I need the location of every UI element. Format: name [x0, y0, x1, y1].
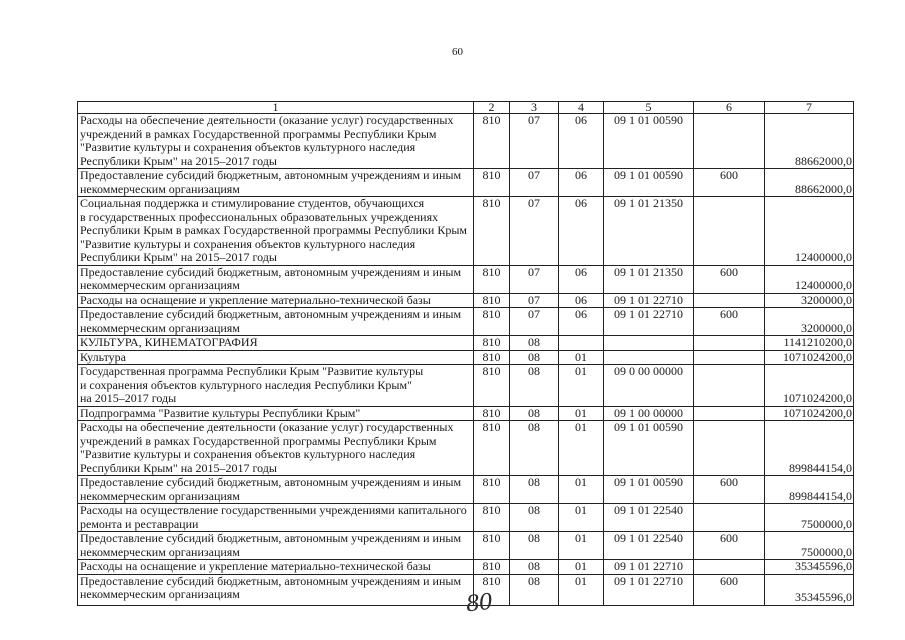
description-line	[80, 266, 471, 280]
col-4-cell: 01	[559, 406, 604, 421]
description-line	[80, 560, 471, 574]
col-6-cell: 600	[694, 308, 765, 336]
col-4-cell: 06	[559, 265, 604, 293]
description-text: некоммерческим организациям	[80, 320, 240, 335]
description-text: Республики Крым" на 2015–2017 годы	[80, 250, 277, 264]
description-text: некоммерческим организациям	[80, 278, 240, 292]
col-3-cell: 07	[510, 197, 559, 266]
col-5-cell: 09 1 01 22710	[604, 308, 694, 336]
description-line	[80, 546, 471, 560]
col-4-cell: 06	[559, 293, 604, 308]
row-description	[78, 406, 474, 421]
col-4-cell: 01	[559, 560, 604, 575]
description-text: Республики Крым в рамках Государственной программы Республики Крым	[80, 223, 467, 237]
description-line	[80, 504, 471, 518]
description-line	[80, 462, 471, 476]
description-line	[80, 365, 471, 379]
col-6-cell	[694, 406, 765, 421]
col-4-cell: 06	[559, 169, 604, 197]
col-3-cell: 07	[510, 265, 559, 293]
table-row	[78, 265, 854, 293]
description-text: Расходы на обеспечение деятельности (оказание услуг) государственных	[80, 113, 454, 127]
table-row	[78, 350, 854, 365]
col-5-cell: 09 1 01 22710	[604, 574, 694, 605]
description-line	[80, 251, 471, 265]
description-line	[80, 588, 471, 602]
col-3-cell: 08	[510, 504, 559, 532]
col-5-cell: 09 1 01 00590	[604, 476, 694, 504]
row-description	[78, 560, 474, 575]
description-text: некоммерческим организациям	[80, 544, 240, 559]
description-line	[80, 448, 471, 462]
col-2-cell: 810	[474, 421, 510, 476]
col-6-cell: 600	[694, 476, 765, 504]
description-line	[80, 379, 471, 393]
col-5-cell: 09 1 01 22710	[604, 560, 694, 575]
description-line	[80, 183, 471, 197]
description-text: и сохранения объектов культурного наследия Республики Крым"	[80, 377, 412, 392]
col-4-cell: 06	[559, 308, 604, 336]
amount-cell: 899844154,0	[765, 421, 854, 476]
row-description	[78, 293, 474, 308]
col-2-cell: 810	[474, 169, 510, 197]
col-3-cell: 07	[510, 293, 559, 308]
col-4-cell: 06	[559, 197, 604, 266]
description-line	[80, 169, 471, 183]
amount-cell: 1071024200,0	[765, 365, 854, 407]
col-6-cell	[694, 365, 765, 407]
col-4-cell: 06	[559, 114, 604, 169]
col-6-cell	[694, 114, 765, 169]
col-5-cell: 09 1 01 22540	[604, 532, 694, 560]
description-text: Культура	[80, 350, 126, 364]
col-2-cell: 810	[474, 308, 510, 336]
table-row	[78, 114, 854, 169]
col-4-cell: 01	[559, 504, 604, 532]
col-4-cell: 01	[559, 421, 604, 476]
col-2-cell: 810	[474, 476, 510, 504]
table-row	[78, 421, 854, 476]
table-body	[78, 102, 854, 606]
description-line	[80, 224, 471, 238]
row-description	[78, 532, 474, 560]
col-6-cell: 600	[694, 169, 765, 197]
row-description	[78, 476, 474, 504]
col-6-cell: 600	[694, 532, 765, 560]
amount-cell: 12400000,0	[765, 265, 854, 293]
description-text: некоммерческим организациям	[80, 587, 240, 601]
col-3-cell: 08	[510, 476, 559, 504]
amount-cell: 3200000,0	[765, 293, 854, 308]
description-line	[80, 141, 471, 155]
row-description	[78, 365, 474, 407]
description-text: Расходы на осуществление государственными учреждениями капитального	[80, 503, 467, 517]
col-6-cell	[694, 293, 765, 308]
col-6-cell	[694, 350, 765, 365]
table-row	[78, 476, 854, 504]
description-text: Расходы на оснащение и укрепление материально-технической базы	[80, 559, 431, 573]
col-6-cell	[694, 504, 765, 532]
description-line	[80, 336, 471, 350]
col-6-cell	[694, 421, 765, 476]
description-line	[80, 238, 471, 252]
row-description	[78, 169, 474, 197]
description-text: Социальная поддержка и стимулирование студентов, обучающихся	[80, 196, 425, 210]
description-line	[80, 294, 471, 308]
col-2-cell: 810	[474, 350, 510, 365]
description-text: Предоставление субсидий бюджетным, автономным учреждениям и иным	[80, 265, 462, 279]
table-row	[78, 308, 854, 336]
col-5-cell: 09 1 01 21350	[604, 197, 694, 266]
header-cell-7: 7	[765, 102, 854, 114]
row-description	[78, 350, 474, 365]
col-6-cell	[694, 336, 765, 351]
row-description	[78, 308, 474, 336]
amount-cell: 3200000,0	[765, 308, 854, 336]
description-text: "Развитие культуры и сохранения объектов культурного наследия	[80, 447, 416, 461]
description-text: Государственная программа Республики Крым "Развитие культуры	[80, 364, 424, 378]
col-3-cell: 08	[510, 421, 559, 476]
row-description	[78, 574, 474, 605]
col-5-cell	[604, 336, 694, 351]
table-row	[78, 560, 854, 575]
col-3-cell: 07	[510, 308, 559, 336]
description-text: Республики Крым" на 2015–2017 годы	[80, 460, 277, 475]
col-5-cell: 09 0 00 00000	[604, 365, 694, 407]
description-text: Предоставление субсидий бюджетным, автономным учреждениям и иным	[80, 307, 462, 321]
col-2-cell: 810	[474, 365, 510, 407]
col-4-cell	[559, 336, 604, 351]
amount-cell: 1141210200,0	[765, 336, 854, 351]
col-3-cell: 08	[510, 365, 559, 407]
table-row	[78, 293, 854, 308]
col-5-cell: 09 1 01 00590	[604, 169, 694, 197]
table-row	[78, 406, 854, 421]
col-3-cell: 08	[510, 574, 559, 605]
description-text: учреждений в рамках Государственной программы Республики Крым	[80, 126, 437, 141]
col-6-cell	[694, 560, 765, 575]
amount-cell: 88662000,0	[765, 114, 854, 169]
col-5-cell	[604, 350, 694, 365]
col-2-cell: 810	[474, 574, 510, 605]
col-5-cell: 09 1 00 00000	[604, 406, 694, 421]
page-number: 60	[452, 46, 463, 58]
col-5-cell: 09 1 01 22540	[604, 504, 694, 532]
col-3-cell: 08	[510, 350, 559, 365]
col-4-cell: 01	[559, 574, 604, 605]
col-2-cell: 810	[474, 406, 510, 421]
row-description	[78, 421, 474, 476]
table-row	[78, 504, 854, 532]
description-line	[80, 322, 471, 336]
amount-cell: 35345596,0	[765, 574, 854, 605]
row-description	[78, 336, 474, 351]
row-description	[78, 504, 474, 532]
col-2-cell: 810	[474, 560, 510, 575]
amount-cell: 7500000,0	[765, 532, 854, 560]
description-line	[80, 435, 471, 449]
description-text: "Развитие культуры и сохранения объектов культурного наследия	[80, 140, 416, 154]
description-line	[80, 407, 471, 421]
description-text: "Развитие культуры и сохранения объектов культурного наследия	[80, 236, 416, 251]
header-cell-6: 6	[694, 102, 765, 114]
col-2-cell: 810	[474, 532, 510, 560]
amount-cell: 1071024200,0	[765, 350, 854, 365]
description-line	[80, 392, 471, 406]
header-row	[78, 102, 854, 114]
description-text: Республики Крым" на 2015–2017 годы	[80, 153, 277, 168]
budget-table	[77, 101, 854, 606]
description-text: ремонта и реставрации	[80, 516, 199, 531]
amount-cell: 35345596,0	[765, 560, 854, 575]
header-cell-5: 5	[604, 102, 694, 114]
description-line	[80, 279, 471, 293]
col-3-cell: 08	[510, 532, 559, 560]
col-3-cell: 08	[510, 560, 559, 575]
row-description	[78, 197, 474, 266]
table-row	[78, 336, 854, 351]
col-5-cell: 09 1 01 00590	[604, 421, 694, 476]
description-text: Предоставление субсидий бюджетным, автономным учреждениям и иным	[80, 531, 462, 545]
description-line	[80, 155, 471, 169]
description-line	[80, 476, 471, 490]
handwritten-number: 80	[464, 589, 494, 618]
description-line	[80, 114, 471, 128]
col-3-cell: 08	[510, 406, 559, 421]
description-line	[80, 575, 471, 589]
table-row	[78, 365, 854, 407]
description-text: в государственных профессиональных образовательных учреждениях	[80, 209, 439, 224]
description-text: КУЛЬТУРА, КИНЕМАТОГРАФИЯ	[80, 335, 258, 349]
table-row	[78, 169, 854, 197]
table-row	[78, 532, 854, 560]
row-description	[78, 114, 474, 169]
col-4-cell: 01	[559, 350, 604, 365]
col-2-cell: 810	[474, 114, 510, 169]
col-5-cell: 09 1 01 00590	[604, 114, 694, 169]
col-4-cell: 01	[559, 476, 604, 504]
description-line	[80, 128, 471, 142]
header-cell-1: 1	[78, 102, 474, 114]
col-3-cell: 08	[510, 336, 559, 351]
description-text: Подпрограмма "Развитие культуры Республики Крым"	[80, 406, 361, 420]
description-text: Предоставление субсидий бюджетным, автономным учреждениям и иным	[80, 574, 462, 588]
col-6-cell: 600	[694, 574, 765, 605]
description-line	[80, 351, 471, 365]
amount-cell: 88662000,0	[765, 169, 854, 197]
amount-cell: 1071024200,0	[765, 406, 854, 421]
description-line	[80, 490, 471, 504]
description-text: Предоставление субсидий бюджетным, автономным учреждениям и иным	[80, 168, 462, 182]
header-cell-3: 3	[510, 102, 559, 114]
col-4-cell: 01	[559, 365, 604, 407]
description-line	[80, 421, 471, 435]
description-text: на 2015–2017 годы	[80, 391, 177, 405]
description-text: учреждений в рамках Государственной программы Республики Крым	[80, 433, 437, 448]
description-line	[80, 518, 471, 532]
description-text: некоммерческим организациям	[80, 181, 240, 196]
col-5-cell: 09 1 01 22710	[604, 293, 694, 308]
description-line	[80, 532, 471, 546]
col-5-cell: 09 1 01 21350	[604, 265, 694, 293]
table-row	[78, 197, 854, 266]
description-text: Расходы на обеспечение деятельности (оказание услуг) государственных	[80, 420, 454, 434]
col-2-cell: 810	[474, 265, 510, 293]
col-2-cell: 810	[474, 336, 510, 351]
header-cell-2: 2	[474, 102, 510, 114]
description-text: Предоставление субсидий бюджетным, автономным учреждениям и иным	[80, 475, 462, 489]
description-text: Расходы на оснащение и укрепление материально-технической базы	[80, 293, 431, 307]
col-3-cell: 07	[510, 114, 559, 169]
col-3-cell: 07	[510, 169, 559, 197]
amount-cell: 12400000,0	[765, 197, 854, 266]
description-line	[80, 211, 471, 225]
col-4-cell: 01	[559, 532, 604, 560]
row-description	[78, 265, 474, 293]
description-text: некоммерческим организациям	[80, 488, 240, 503]
amount-cell: 7500000,0	[765, 504, 854, 532]
amount-cell: 899844154,0	[765, 476, 854, 504]
col-6-cell	[694, 197, 765, 266]
description-line	[80, 197, 471, 211]
col-2-cell: 810	[474, 293, 510, 308]
col-6-cell: 600	[694, 265, 765, 293]
header-cell-4: 4	[559, 102, 604, 114]
col-2-cell: 810	[474, 197, 510, 266]
description-line	[80, 308, 471, 322]
col-2-cell: 810	[474, 504, 510, 532]
